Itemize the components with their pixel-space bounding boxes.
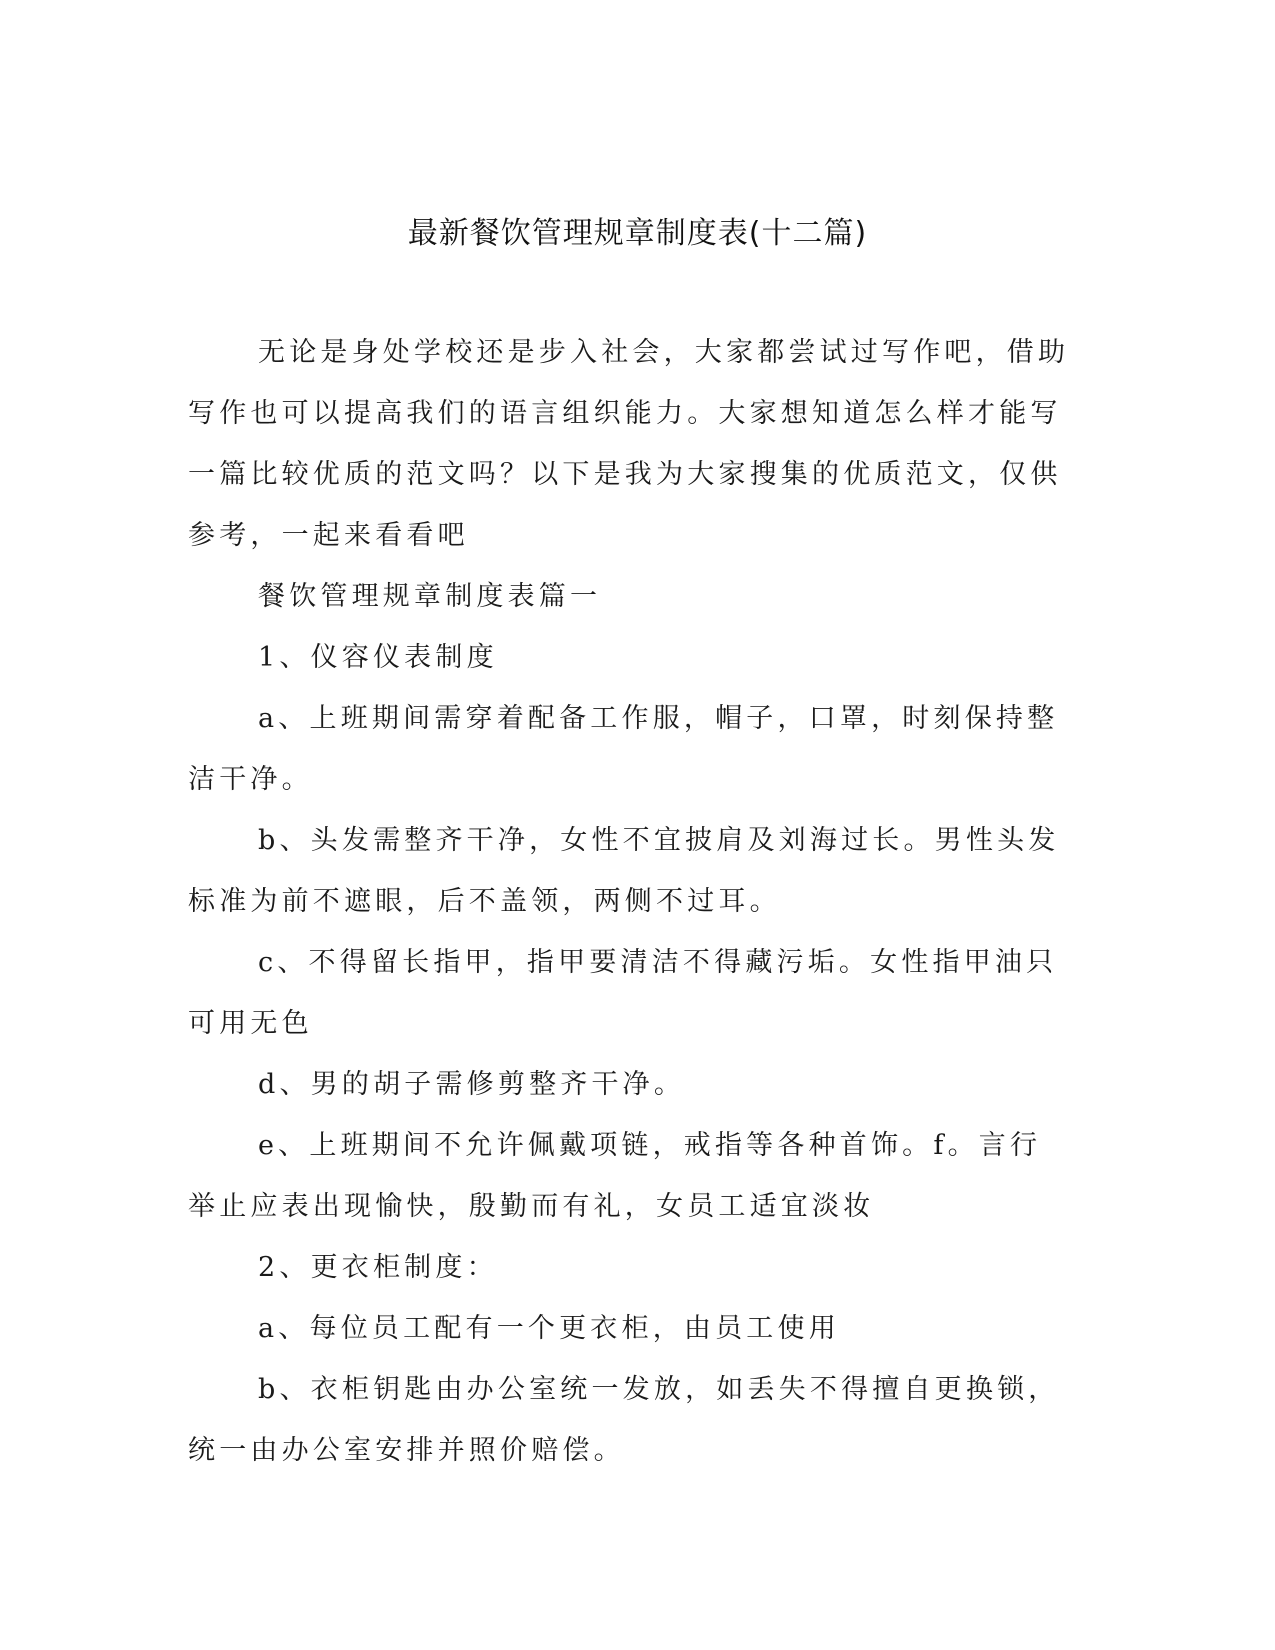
rule-item: b、衣柜钥匙由办公室统一发放，如丢失不得擅自更换锁，统一由办公室安排并照价赔偿。 [188,1374,1060,1466]
rule-item: a、上班期间需穿着配备工作服，帽子，口罩，时刻保持整洁干净。 [188,703,1059,795]
document-body [188,322,1070,1481]
document-title: 最新餐饮管理规章制度表(十二篇) [407,216,868,251]
rule-item: a、每位员工配有一个更衣柜，由员工使用 [258,1313,840,1344]
rule-heading: 2、更衣柜制度： [258,1252,498,1283]
rule-heading: 1、仪容仪表制度 [258,642,498,673]
rule-item: b、头发需整齐干净，女性不宜披肩及刘海过长。男性头发标准为前不遮眼，后不盖领，两侧不过耳。 [188,825,1060,917]
section-heading: 餐饮管理规章制度表篇一 [258,581,602,612]
rule-item: c、不得留长指甲，指甲要清洁不得藏污垢。女性指甲油只可用无色 [188,947,1058,1039]
rule-item: e、上班期间不允许佩戴项链，戒指等各种首饰。f。言行举止应表出现愉快，殷勤而有礼，女员工适宜淡妆 [188,1130,1042,1222]
intro-paragraph: 无论是身处学校还是步入社会，大家都尝试过写作吧，借助写作也可以提高我们的语言组织能力。大家想知道怎么样才能写一篇比较优质的范文吗？以下是我为大家搜集的优质范文，仅供参考，一起来看看吧 [188,337,1070,551]
rule-item: d、男的胡子需修剪整齐干净。 [258,1069,686,1100]
